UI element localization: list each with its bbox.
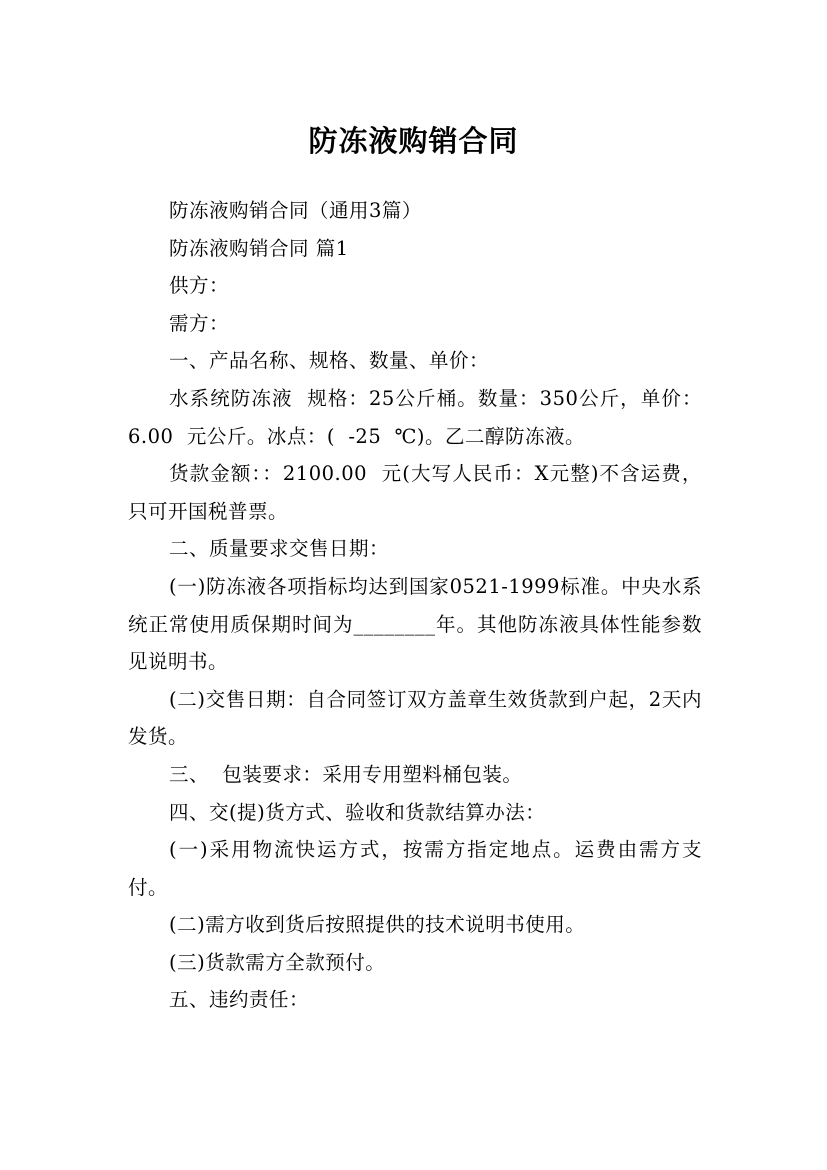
paragraph-section-3: 三、 包装要求：采用专用塑料桶包装。 [169,762,523,786]
paragraph-part-title: 防冻液购销合同 篇1 [169,236,349,260]
paragraph-product-spec: 水系统防冻液 规格：25公斤桶。数量：350公斤，单价：6.00 元公斤。冰点：( -25 ℃)。乙二醇防冻液。 [128,386,702,448]
paragraph-heading: 防冻液购销合同（通用3篇） [169,199,422,222]
paragraph-supplier: 供方： [169,274,230,298]
paragraph-shipping: (一)采用物流快运方式，按需方指定地点。运费由需方支付。 [128,838,702,899]
paragraph-payment-amount: 货款金额：：2100.00 元(大写人民币：X元整)不含运费，只可开国税普票。 [128,462,702,523]
paragraph-section-5: 五、违约责任： [169,988,310,1012]
paragraph-section-2: 二、质量要求交售日期： [169,537,390,561]
paragraph-usage: (二)需方收到货后按照提供的技术说明书使用。 [169,913,586,937]
paragraph-quality: (一)防冻液各项指标均达到国家0521-1999标准。中央水系统正常使用质保期时间为________年。其他防冻液具体性能参数见说明书。 [128,574,702,674]
paragraph-buyer: 需方： [169,311,230,335]
document-title: 防冻液购销合同 [308,124,519,159]
paragraph-section-1: 一、产品名称、规格、数量、单价： [169,349,490,373]
paragraph-prepayment: (三)货款需方全款预付。 [169,950,386,974]
document-body [128,192,702,1019]
paragraph-delivery-date: (二)交售日期：自合同签订双方盖章生效货款到户起，2天内发货。 [128,687,702,749]
paragraph-section-4: 四、交(提)货方式、验收和货款结算办法： [169,800,546,824]
